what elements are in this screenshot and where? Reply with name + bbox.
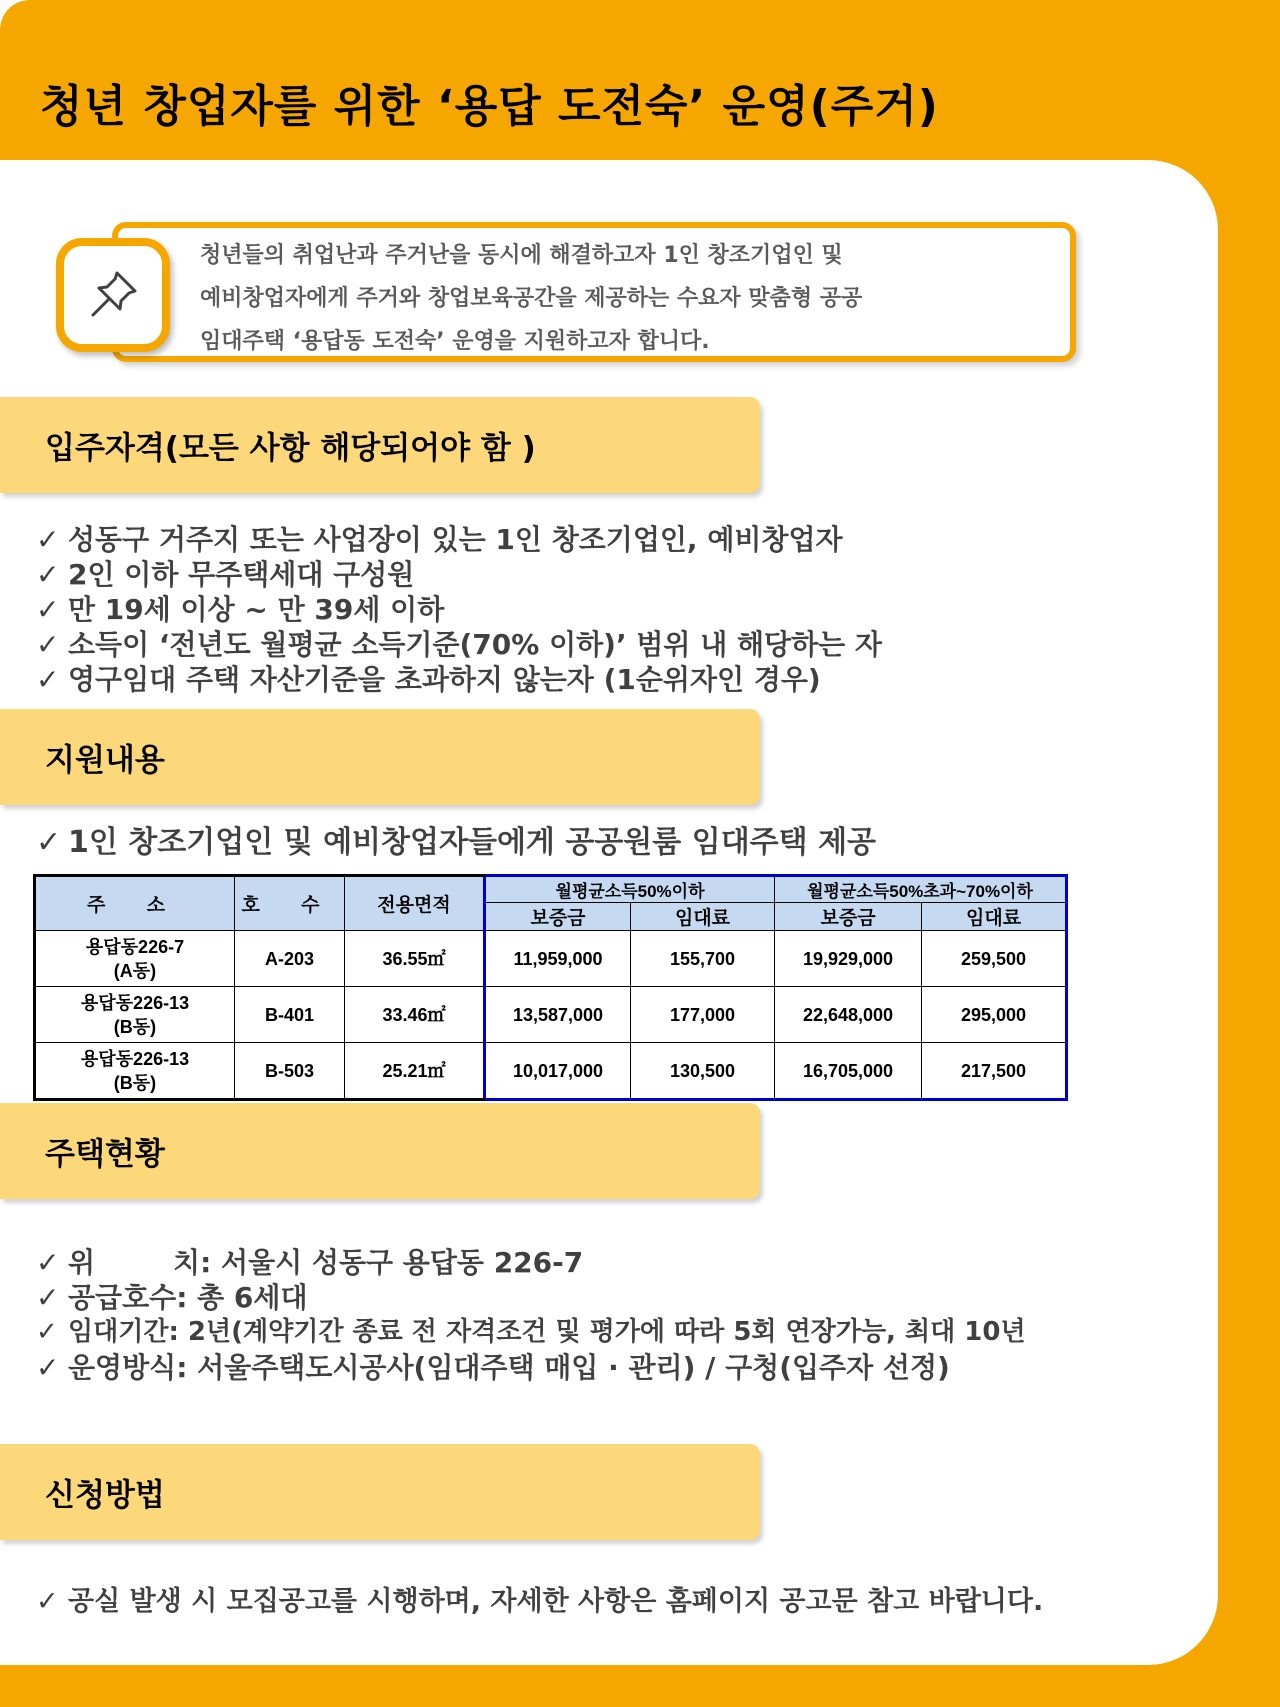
check-icon: ✓ — [36, 1317, 58, 1347]
header-area: 전용면적 — [345, 876, 485, 931]
cell-area: 25.21㎡ — [345, 1043, 485, 1100]
check-icon: ✓ — [36, 825, 62, 860]
intro-line: 임대주택 ‘용답동 도전숙’ 운영을 지원하고자 합니다. — [200, 329, 710, 354]
header-rent: 임대료 — [922, 903, 1067, 931]
cell-deposit: 16,705,000 — [775, 1043, 922, 1100]
header-deposit: 보증금 — [485, 903, 631, 931]
table-row — [35, 931, 1067, 987]
cell-deposit: 13,587,000 — [485, 987, 631, 1043]
cell-unit: A-203 — [235, 931, 345, 987]
check-icon: ✓ — [36, 1281, 60, 1314]
cell-address: 용답동226-7 (A동) — [35, 931, 235, 987]
section-title: 입주자격(모든 사항 해당되어야 함 ) — [45, 430, 536, 467]
header-income-50: 월평균소득50%이하 — [485, 876, 775, 903]
check-icon: ✓ — [36, 558, 60, 591]
table-row — [35, 987, 1067, 1043]
cell-area: 33.46㎡ — [345, 987, 485, 1043]
list-item: ✓ 운영방식: 서울주택도시공사(임대주택 매입 · 관리) / 구청(입주자 선정) — [36, 1351, 950, 1384]
header-unit: 호 수 — [235, 876, 345, 931]
cell-deposit: 22,648,000 — [775, 987, 922, 1043]
list-item: ✓ 임대기간: 2년(계약기간 종료 전 자격조건 및 평가에 따라 5회 연장가능, 최대 10년 — [36, 1315, 1026, 1350]
cell-unit: B-401 — [235, 987, 345, 1043]
section-header-support — [0, 709, 760, 805]
list-item: ✓ 위 치: 서울시 성동구 용답동 226-7 — [36, 1246, 584, 1279]
rental-table — [33, 874, 1068, 1101]
apply-list — [36, 1584, 1043, 1619]
section-title: 신청방법 — [45, 1477, 165, 1514]
check-icon: ✓ — [36, 1351, 60, 1384]
header-address: 주 소 — [35, 876, 235, 931]
intro-text — [200, 234, 1060, 363]
list-item: ✓ 소득이 ‘전년도 월평균 소득기준(70% 이하)’ 범위 내 해당하는 자 — [36, 628, 882, 661]
list-item: ✓ 2인 이하 무주택세대 구성원 — [36, 558, 415, 591]
header-deposit: 보증금 — [775, 903, 922, 931]
section-title: 주택현황 — [45, 1136, 165, 1173]
intro-line: 예비창업자에게 주거와 창업보육공간을 제공하는 수요자 맞춤형 공공 — [200, 286, 863, 311]
cell-deposit: 19,929,000 — [775, 931, 922, 987]
cell-rent: 217,500 — [922, 1043, 1067, 1100]
section-title: 지원내용 — [45, 742, 165, 779]
eligibility-list — [36, 522, 882, 697]
list-item: ✓ 성동구 거주지 또는 사업장이 있는 1인 창조기업인, 예비창업자 — [36, 523, 843, 556]
cell-deposit: 10,017,000 — [485, 1043, 631, 1100]
section-header-eligibility — [0, 397, 760, 493]
cell-rent: 130,500 — [631, 1043, 775, 1100]
check-icon: ✓ — [36, 523, 60, 556]
check-icon: ✓ — [36, 593, 60, 626]
housing-list — [36, 1245, 1026, 1385]
list-item: ✓ 1인 창조기업인 및 예비창업자들에게 공공원룸 임대주택 제공 — [36, 825, 877, 860]
cell-unit: B-503 — [235, 1043, 345, 1100]
section-header-apply — [0, 1444, 760, 1540]
list-item: ✓ 영구임대 주택 자산기준을 초과하지 않는자 (1순위자인 경우) — [36, 663, 821, 696]
list-item: ✓ 만 19세 이상 ~ 만 39세 이하 — [36, 593, 445, 626]
section-header-housing — [0, 1103, 760, 1199]
check-icon: ✓ — [36, 1246, 60, 1279]
cell-rent: 177,000 — [631, 987, 775, 1043]
support-list — [36, 825, 876, 860]
check-icon: ✓ — [36, 628, 60, 661]
cell-rent: 155,700 — [631, 931, 775, 987]
check-icon: ✓ — [36, 663, 60, 696]
list-item: ✓ 공실 발생 시 모집공고를 시행하며, 자세한 사항은 홈페이지 공고문 참고 바랍니다. — [36, 1586, 1044, 1617]
table-row — [35, 1043, 1067, 1100]
header-rent: 임대료 — [631, 903, 775, 931]
cell-rent: 259,500 — [922, 931, 1067, 987]
header-income-70: 월평균소득50%초과~70%이하 — [775, 876, 1067, 903]
check-icon: ✓ — [36, 1586, 59, 1617]
cell-rent: 295,000 — [922, 987, 1067, 1043]
list-item: ✓ 공급호수: 총 6세대 — [36, 1281, 308, 1314]
pushpin-icon — [56, 238, 170, 352]
cell-address: 용답동226-13 (B동) — [35, 1043, 235, 1100]
cell-area: 36.55㎡ — [345, 931, 485, 987]
cell-deposit: 11,959,000 — [485, 931, 631, 987]
cell-address: 용답동226-13 (B동) — [35, 987, 235, 1043]
intro-line: 청년들의 취업난과 주거난을 동시에 해결하고자 1인 창조기업인 및 — [200, 243, 843, 268]
page-title: 청년 창업자를 위한 ‘용답 도전숙’ 운영(주거) — [40, 81, 939, 132]
